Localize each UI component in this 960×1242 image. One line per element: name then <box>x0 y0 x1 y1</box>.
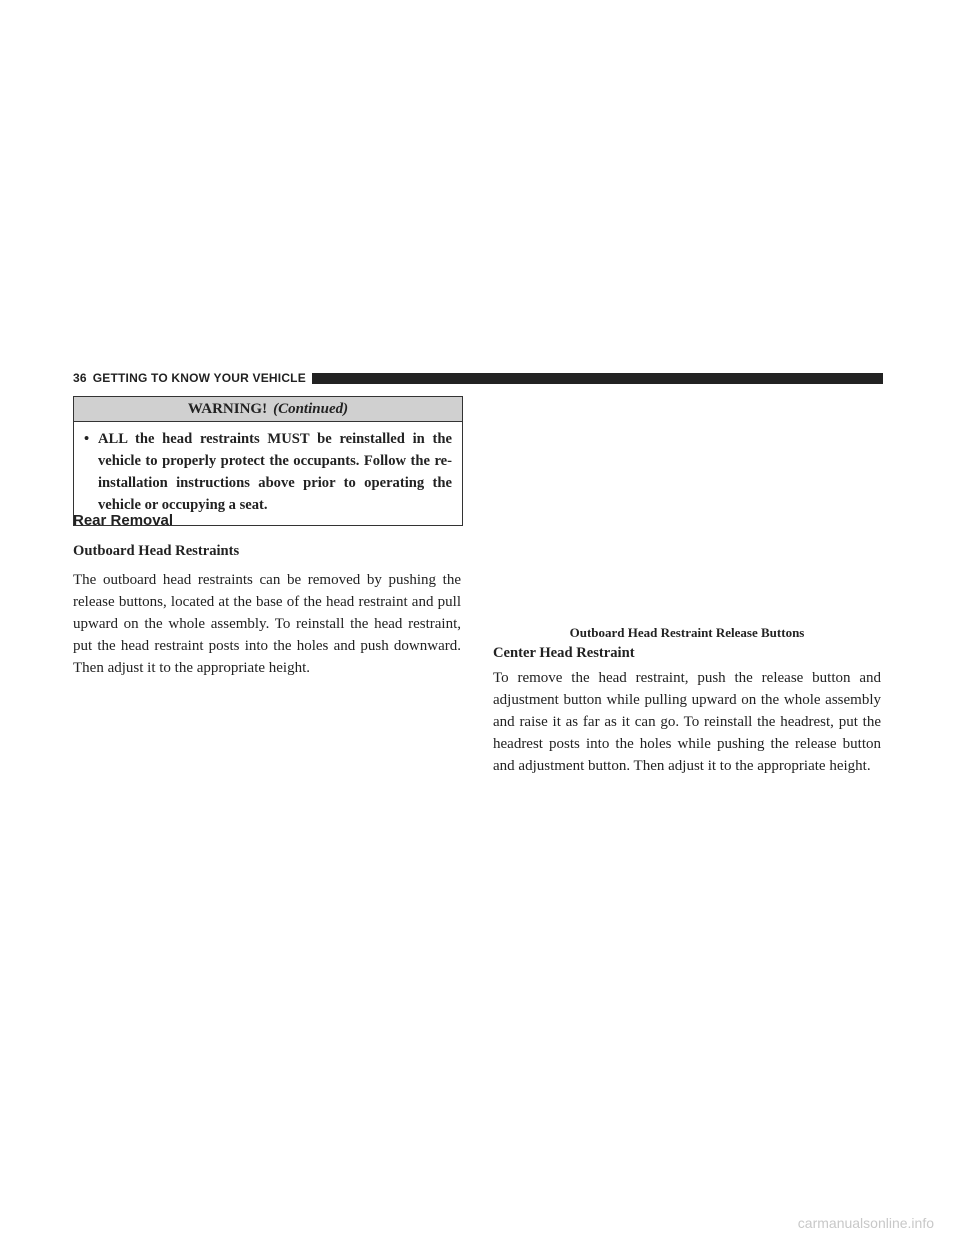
warning-text: ALL the head restraints MUST be reinstalled in the vehicle to properly protect the occupants. Follow the re-installation instructions above prior to operating the vehicle or occupying a seat. <box>98 431 452 513</box>
bullet-icon: • <box>84 431 90 447</box>
center-heading: Center Head Restraint <box>493 645 635 661</box>
rear-removal-heading: Rear Removal <box>73 512 174 529</box>
center-paragraph: To remove the head restraint, push the release button and adjustment button while pulling upward on the whole assembly and raise it as far as it can go. To reinstall the headrest, put the headrest posts into the holes while pushing the release button and adjustment button. Then adjust it to the appropriate height. <box>493 670 881 774</box>
warning-header <box>74 397 462 422</box>
warning-title: WARNING! <box>187 401 268 417</box>
figure-image <box>493 396 881 618</box>
page-header <box>73 371 883 385</box>
watermark: carmanualsonline.info <box>797 1215 934 1231</box>
outboard-paragraph: The outboard head restraints can be removed by pushing the release buttons, located at the base of the head restraint and pull upward on the whole assembly. To reinstall the head restraint, put the head restraint posts into the holes and push downward. Then adjust it to the appropriate height. <box>73 572 461 676</box>
warning-body <box>74 422 462 525</box>
warning-box <box>73 396 463 526</box>
warning-continued: (Continued) <box>273 401 349 417</box>
section-title: GETTING TO KNOW YOUR VEHICLE <box>92 371 306 385</box>
outboard-heading: Outboard Head Restraints <box>73 543 240 559</box>
header-rule <box>312 373 883 384</box>
figure-caption: Outboard Head Restraint Release Buttons <box>569 625 805 640</box>
page-number: 36 <box>73 371 87 385</box>
